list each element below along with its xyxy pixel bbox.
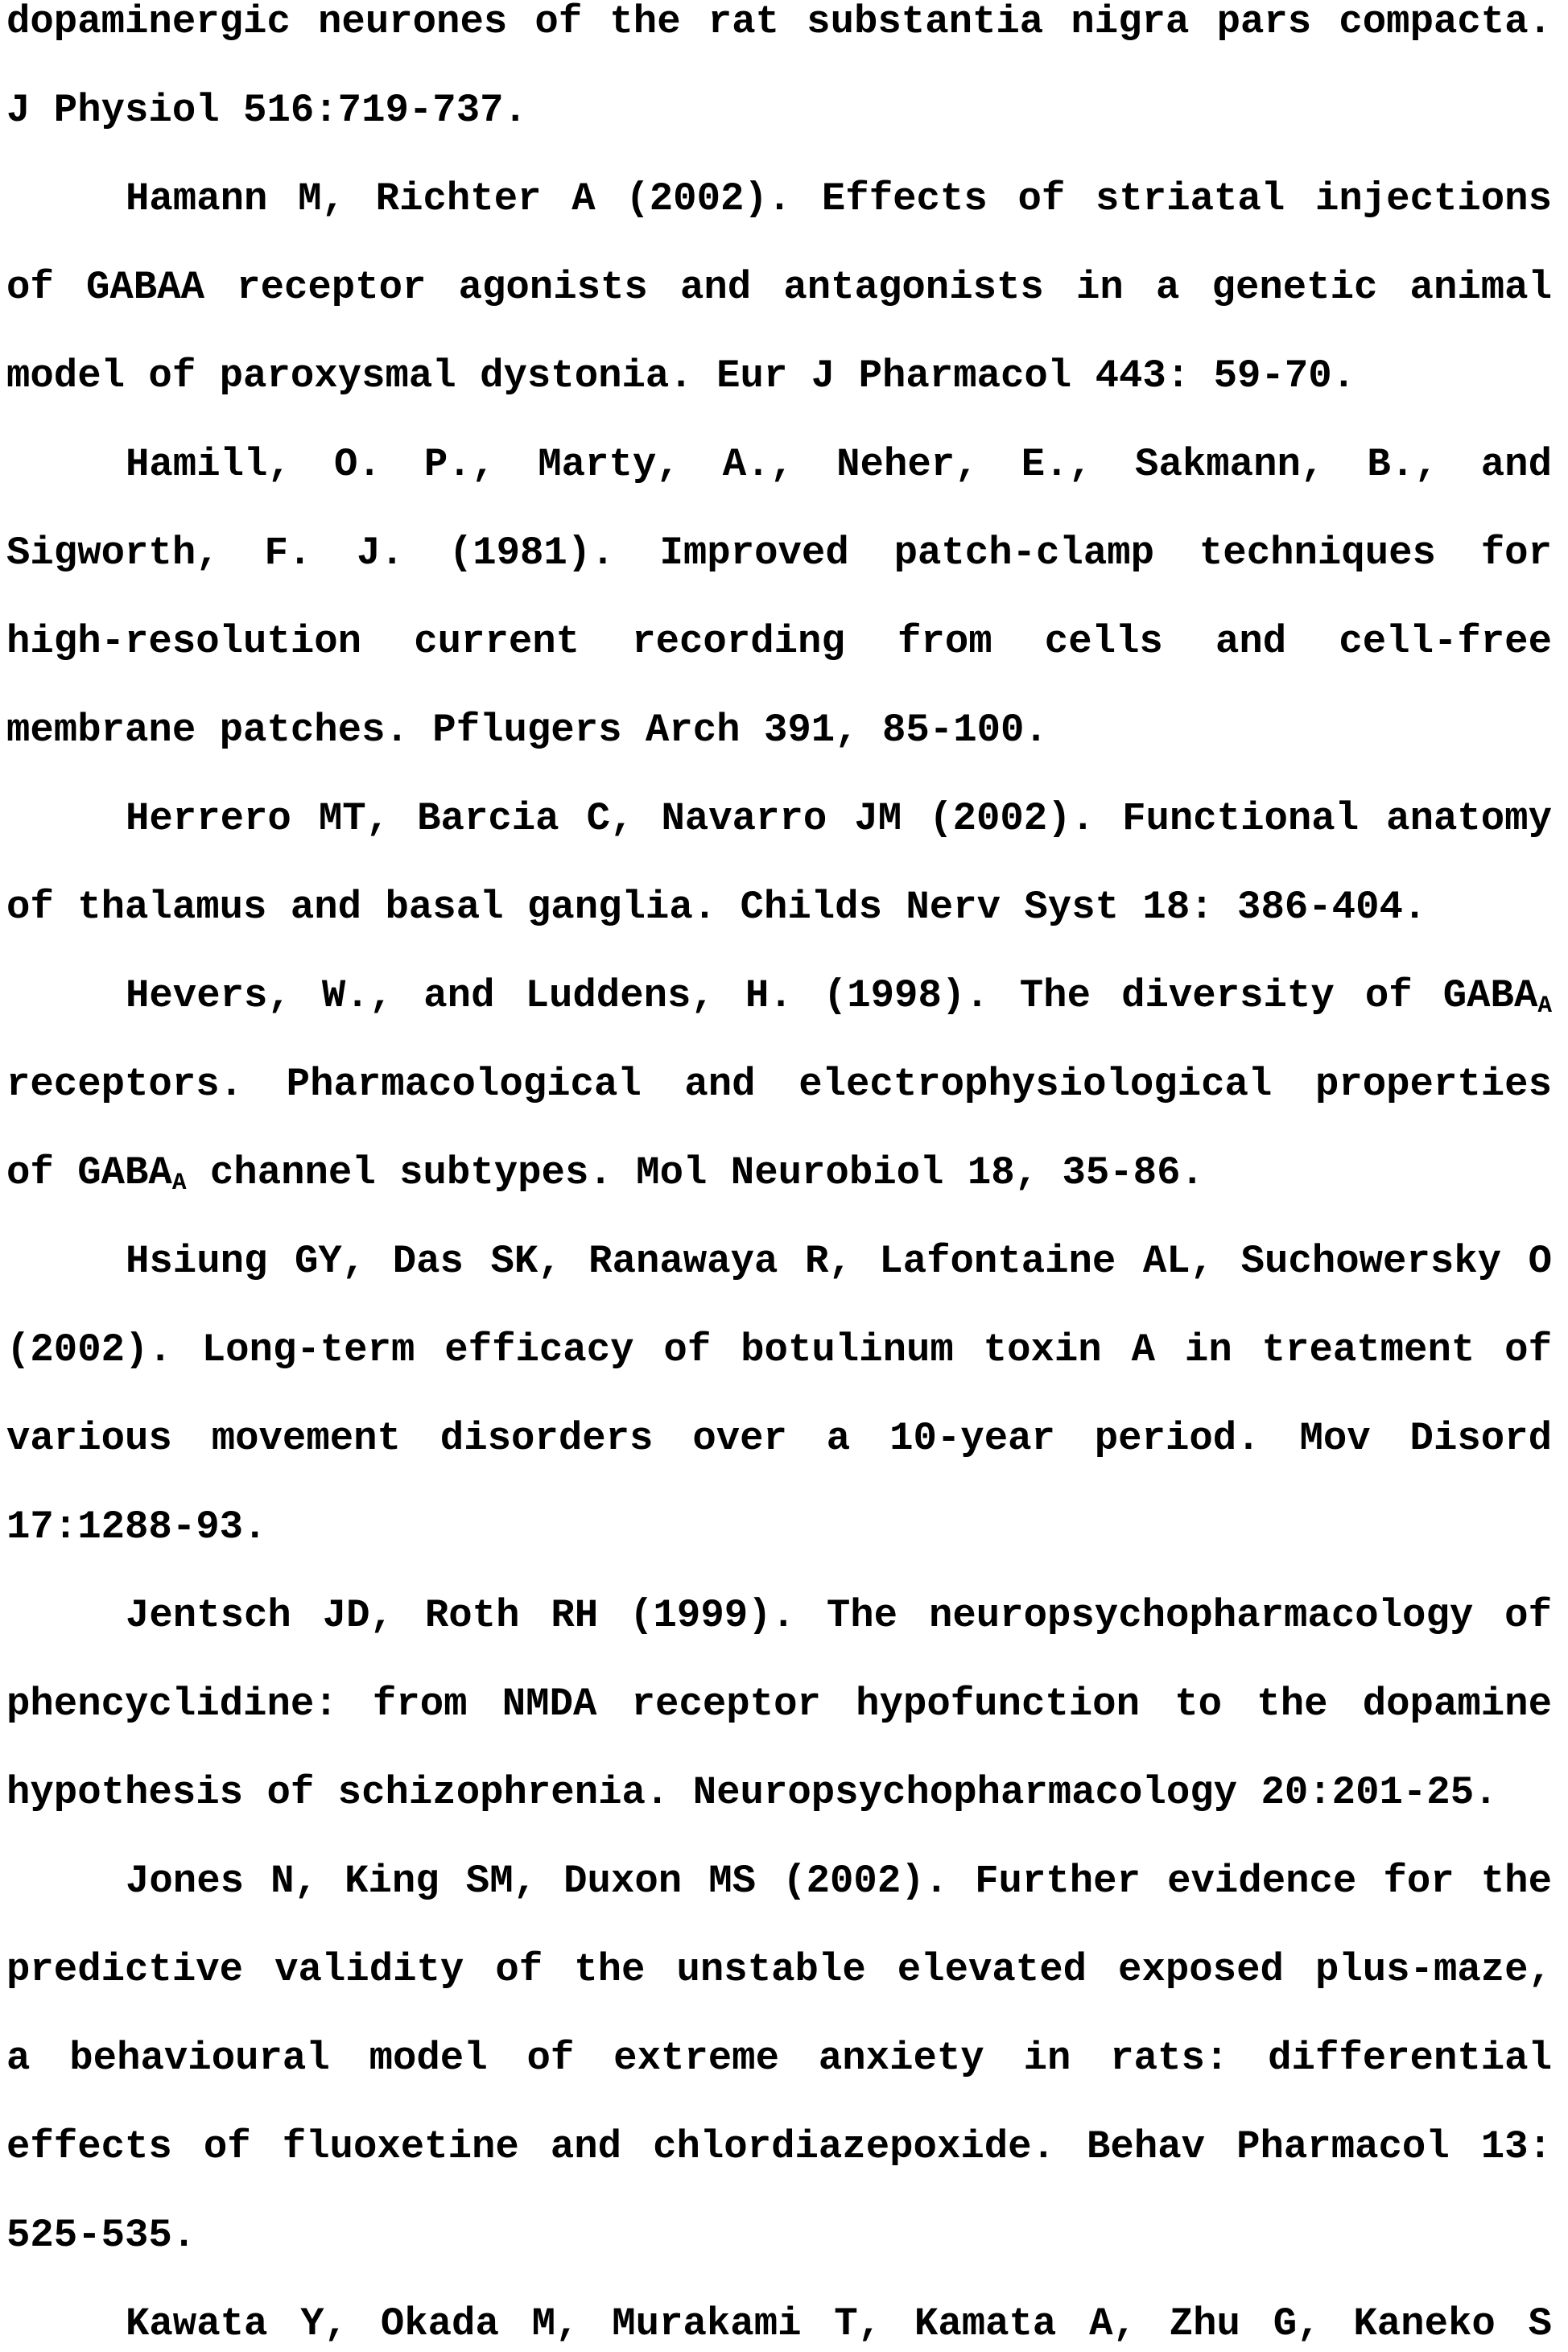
text-line bbox=[6, 863, 1552, 951]
text-line bbox=[6, 1837, 1552, 1925]
text-segment: model of paroxysmal dystonia. Eur J Pharmacol 443: 59-70. bbox=[6, 353, 1356, 398]
text-segment: hypothesis of schizophrenia. Neuropsychopharmacology 20:201-25. bbox=[6, 1770, 1498, 1815]
text-line bbox=[6, 243, 1552, 332]
text-segment: dopaminergic neurones of the rat substantia nigra pars compacta. bbox=[6, 0, 1552, 44]
text-line bbox=[6, 686, 1552, 774]
text-line bbox=[6, 2191, 1552, 2280]
text-line bbox=[6, 1925, 1552, 2014]
text-line bbox=[6, 420, 1552, 509]
text-line bbox=[6, 1483, 1552, 1571]
text-segment: effects of fluoxetine and chlordiazepoxide. Behav Pharmacol 13: bbox=[6, 2124, 1552, 2169]
text-segment: Hevers, W., and Luddens, H. (1998). The diversity of GABA bbox=[126, 973, 1538, 1018]
text-segment: J Physiol 516:719-737. bbox=[6, 88, 527, 133]
reference-paragraph bbox=[6, 951, 1552, 1217]
reference-paragraph bbox=[6, 1217, 1552, 1571]
reference-paragraph bbox=[6, 774, 1552, 951]
text-segment: of GABAA receptor agonists and antagonists in a genetic animal bbox=[6, 265, 1552, 310]
text-segment: 525-535. bbox=[6, 2213, 196, 2258]
text-segment: Hamill, O. P., Marty, A., Neher, E., Sakmann, B., and bbox=[126, 442, 1552, 487]
reference-paragraph bbox=[6, 1571, 1552, 1837]
subscript-text: A bbox=[1537, 992, 1552, 1020]
text-line bbox=[6, 774, 1552, 863]
text-segment: various movement disorders over a 10-year period. Mov Disord bbox=[6, 1416, 1552, 1461]
text-segment: (2002). Long-term efficacy of botulinum toxin A in treatment of bbox=[6, 1327, 1552, 1372]
text-segment: Hsiung GY, Das SK, Ranawaya R, Lafontaine AL, Suchowersky O bbox=[126, 1239, 1552, 1284]
reference-paragraph bbox=[6, 155, 1552, 420]
text-line bbox=[6, 1394, 1552, 1483]
text-line bbox=[6, 2014, 1552, 2102]
text-line bbox=[6, 1660, 1552, 1748]
text-line bbox=[6, 1040, 1552, 1129]
text-segment: Jones N, King SM, Duxon MS (2002). Further evidence for the bbox=[126, 1859, 1552, 1904]
text-line bbox=[6, 1217, 1552, 1306]
text-segment: a behavioural model of extreme anxiety in rats: differential bbox=[6, 2036, 1552, 2081]
text-segment: Kawata Y, Okada M, Murakami T, Kamata A, Zhu G, Kaneko S bbox=[126, 2301, 1552, 2346]
text-segment: channel subtypes. Mol Neurobiol 18, 35-86. bbox=[186, 1150, 1204, 1195]
text-segment: Herrero MT, Barcia C, Navarro JM (2002). Functional anatomy bbox=[126, 796, 1552, 841]
text-line bbox=[6, 597, 1552, 686]
text-line bbox=[6, 66, 1552, 155]
text-segment: Sigworth, F. J. (1981). Improved patch-clamp techniques for bbox=[6, 530, 1552, 576]
text-line bbox=[6, 509, 1552, 597]
text-segment: phencyclidine: from NMDA receptor hypofunction to the dopamine bbox=[6, 1681, 1552, 1727]
text-segment: Hamann M, Richter A (2002). Effects of striatal injections bbox=[126, 176, 1552, 221]
text-line bbox=[6, 0, 1552, 66]
text-segment: of GABA bbox=[6, 1150, 172, 1195]
subscript-text: A bbox=[171, 1170, 187, 1197]
text-segment: Jentsch JD, Roth RH (1999). The neuropsychopharmacology of bbox=[126, 1593, 1552, 1638]
reference-paragraph bbox=[6, 0, 1552, 155]
text-line bbox=[6, 332, 1552, 420]
text-segment: receptors. Pharmacological and electrophysiological properties bbox=[6, 1062, 1552, 1107]
text-line bbox=[6, 1748, 1552, 1837]
text-segment: high-resolution current recording from cells and cell-free bbox=[6, 619, 1552, 664]
text-line bbox=[6, 1571, 1552, 1660]
text-segment: of thalamus and basal ganglia. Childs Nerv Syst 18: 386-404. bbox=[6, 885, 1427, 930]
text-line bbox=[6, 2102, 1552, 2191]
reference-paragraph bbox=[6, 1837, 1552, 2280]
text-segment: predictive validity of the unstable elevated exposed plus-maze, bbox=[6, 1947, 1552, 1992]
reference-paragraph bbox=[6, 2280, 1552, 2352]
text-line bbox=[6, 155, 1552, 243]
text-segment: membrane patches. Pflugers Arch 391, 85-100. bbox=[6, 708, 1048, 753]
text-line bbox=[6, 1306, 1552, 1394]
text-segment: 17:1288-93. bbox=[6, 1504, 267, 1549]
text-line bbox=[6, 951, 1552, 1040]
text-line bbox=[6, 1129, 1552, 1217]
reference-paragraph bbox=[6, 420, 1552, 774]
text-line bbox=[6, 2280, 1552, 2352]
